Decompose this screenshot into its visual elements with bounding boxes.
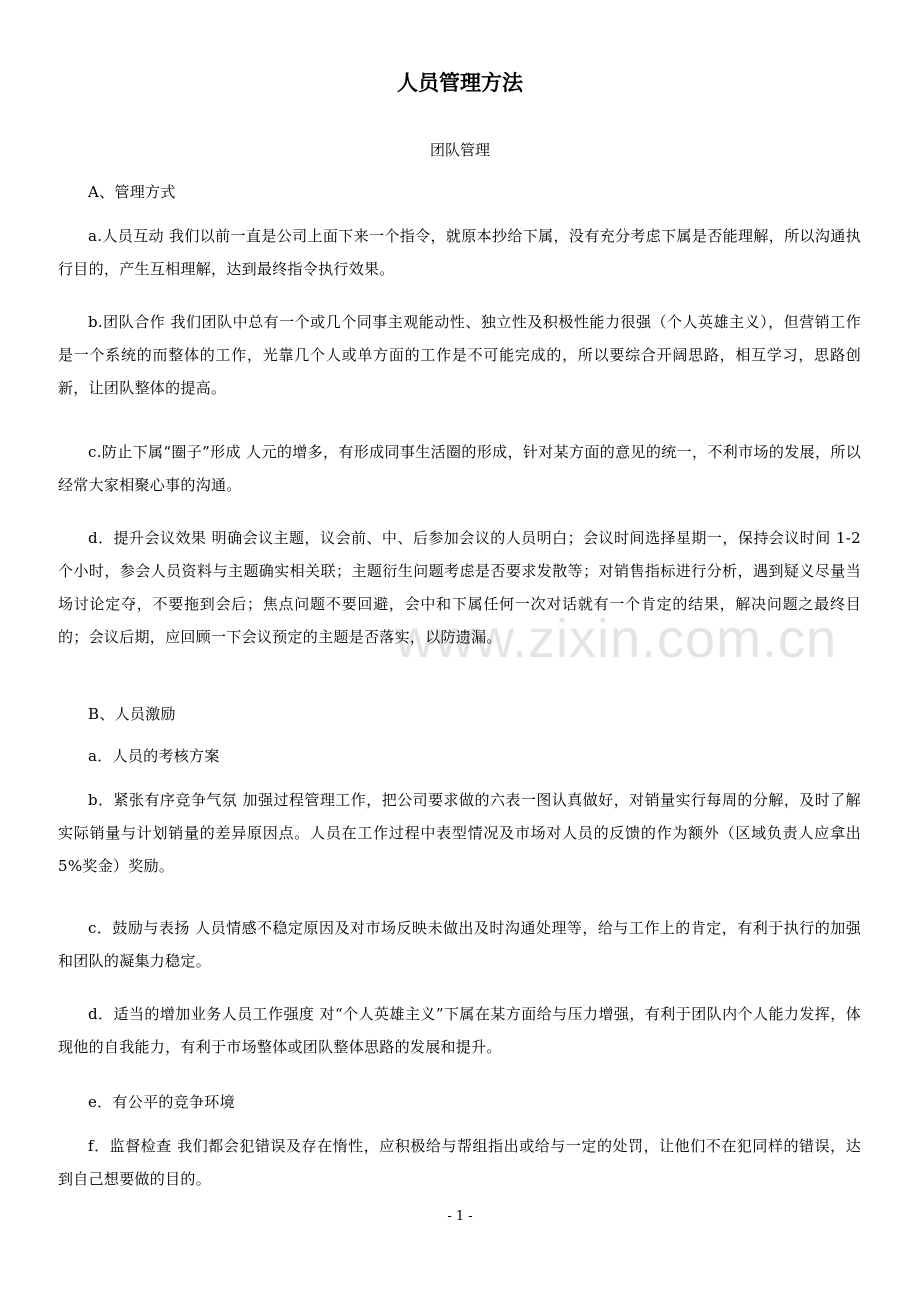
paragraph-b-competition: b．紧张有序竞争气氛 加强过程管理工作，把公司要求做的六表一图认真做好，对销量实行每周的分解，及时了解实际销量与计划销量的差异原因点。人员在工作过程中表型情况及市场对人员的反馈的作为额外（区域负责人应拿出 5%奖金）奖励。: [58, 791, 861, 875]
watermark: www.zixin.com.cn: [395, 609, 838, 669]
paragraph-c-prevent-cliques: c.防止下属“圈子”形成 人元的增多，有形成同事生活圈的形成，针对某方面的意见的统一，不利市场的发展，所以经常大家相聚心事的沟通。: [58, 443, 861, 494]
paragraph-f-supervision: f．监督检查 我们都会犯错误及存在惰性，应积极给与帮组指出或给与一定的处罚，让他们不在犯同样的错误，达到自己想要做的目的。: [58, 1137, 861, 1188]
paragraph-a-staff-interaction: a.人员互动 我们以前一直是公司上面下来一个指令，就原本抄给下属，没有充分考虑下属是否能理解，所以沟通执行目的，产生互相理解，达到最终指令执行效果。: [58, 227, 861, 278]
subsection-heading-b: B、人员激励: [88, 705, 176, 723]
paragraph-a-assessment: a．人员的考核方案: [88, 747, 220, 765]
document-title: 人员管理方法: [397, 70, 523, 95]
paragraph-e-fair-competition: e．有公平的竞争环境: [88, 1093, 235, 1111]
paragraph-c-encouragement: c．鼓励与表扬 人员情感不稳定原因及对市场反映未做出及时沟通处理等，给与工作上的肯定，有利于执行的加强和团队的凝集力稳定。: [58, 919, 861, 970]
paragraph-d-meeting-effect: d．提升会议效果 明确会议主题，议会前、中、后参加会议的人员明白；会议时间选择星期一，保持会议时间 1-2 个小时，参会人员资料与主题确实相关联；主题衍生问题考虑是否要求发散等；对销售指标进行分析，遇到疑义尽量当场讨论定夺，不要拖到会后；焦点问题不要回避，会中和下属任何一次对话就有一个肯定的结果，解决问题之最终目的；会议后期，应回顾一下会议预定的主题是否落实，以防遗漏。: [58, 529, 861, 646]
subsection-heading-a: A、管理方式: [88, 183, 176, 201]
paragraph-d-work-intensity: d．适当的增加业务人员工作强度 对“个人英雄主义”下属在某方面给与压力增强，有利于团队内个人能力发挥，体现他的自我能力，有利于市场整体或团队整体思路的发展和提升。: [58, 1005, 861, 1056]
section-heading: 团队管理: [429, 141, 490, 159]
paragraph-b-team-cooperation: b.团队合作 我们团队中总有一个或几个同事主观能动性、独立性及积极性能力很强（个人英雄主义），但营销工作是一个系统的而整体的工作，光靠几个人或单方面的工作是不可能完成的，所以要综合开阔思路，相互学习，思路创新，让团队整体的提高。: [58, 313, 861, 397]
page-number: - 1 -: [447, 1209, 473, 1224]
